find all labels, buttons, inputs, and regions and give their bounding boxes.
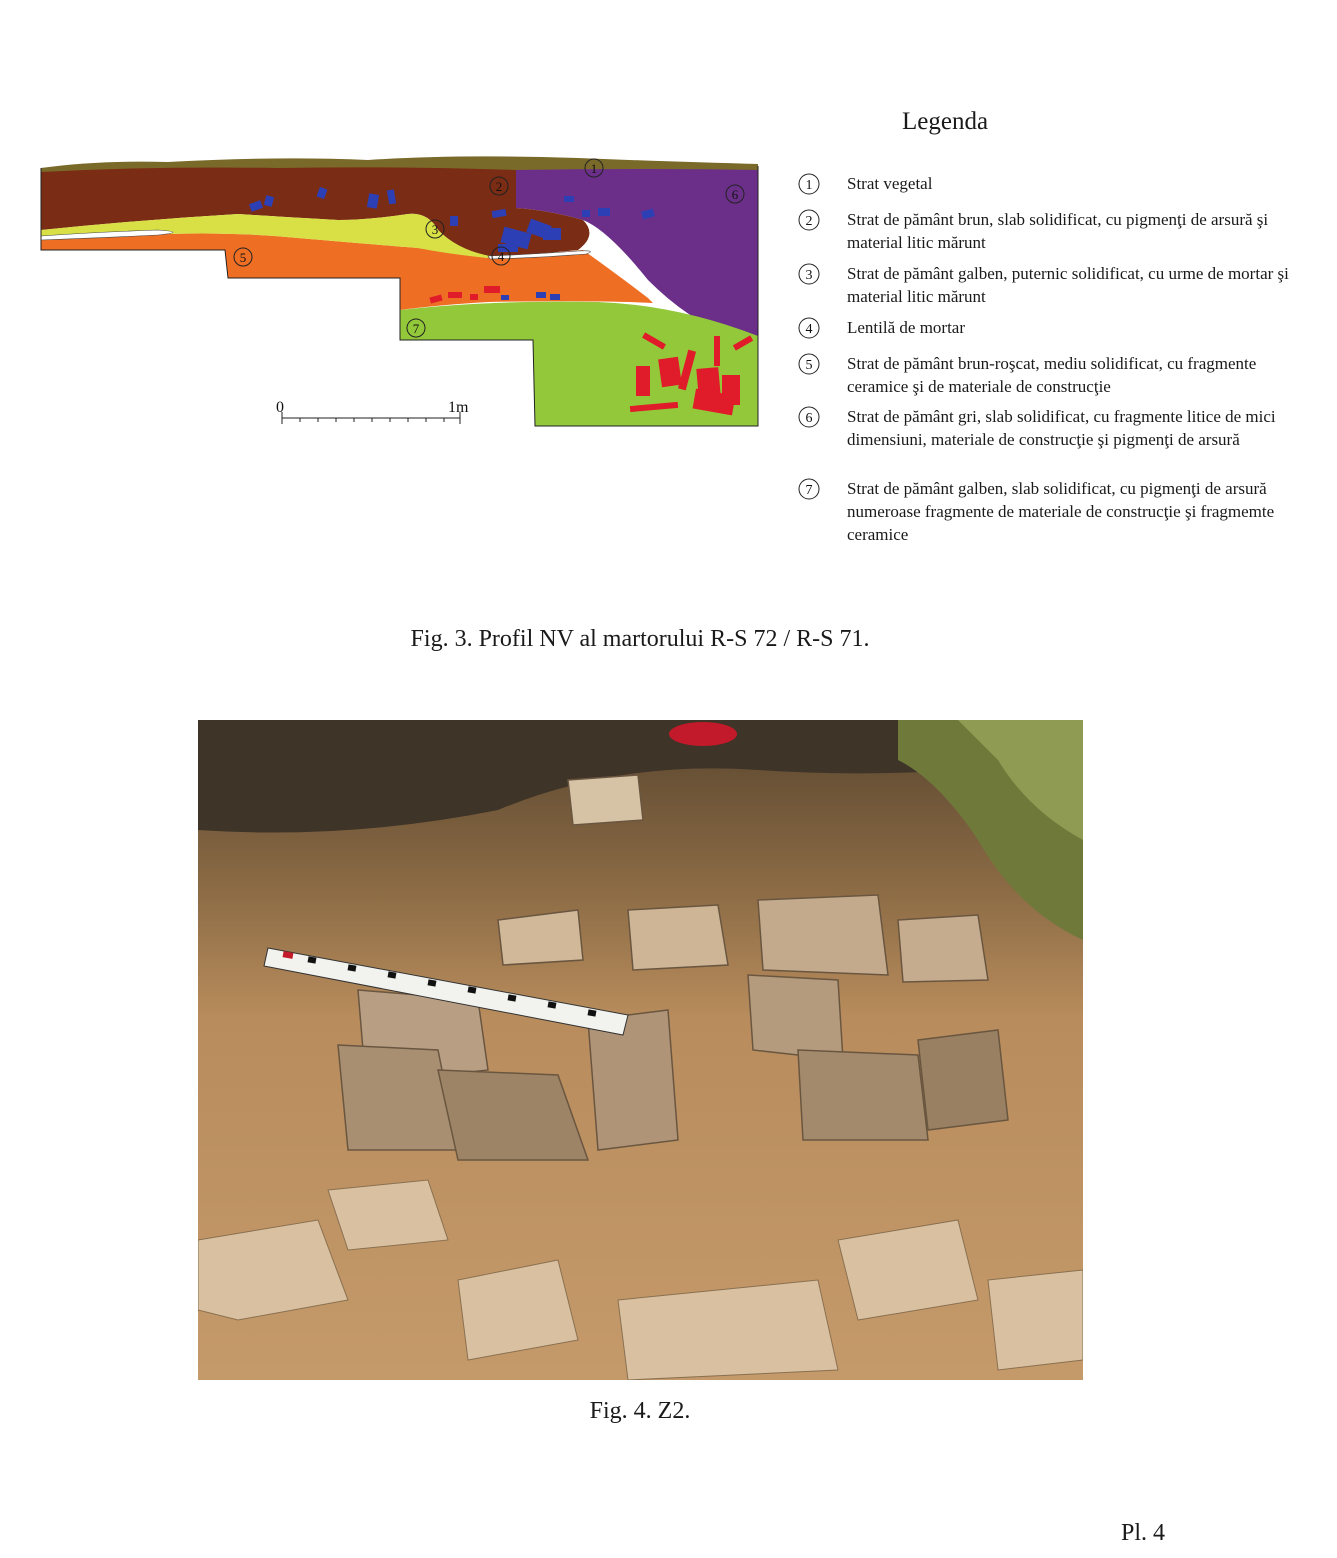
svg-text:1: 1 (590, 161, 598, 176)
legend-number-2 (797, 208, 821, 232)
legend-number-7 (797, 477, 821, 501)
legend-number-3 (797, 262, 821, 286)
legend-text-4: Lentilă de mortar (847, 318, 966, 337)
legend-text-7: Strat de pământ galben, slab solidificat, cu pigmenţi de arsură numeroase fragmente de materiale de construcţie şi fragmemte ceramice (847, 479, 1275, 544)
stratigraphic-profile-drawing (38, 150, 768, 440)
excavation-photo (198, 720, 1083, 1380)
scale-bar (282, 412, 460, 424)
svg-text:1: 1 (805, 178, 813, 193)
svg-text:4: 4 (497, 249, 505, 264)
svg-text:4: 4 (805, 322, 813, 337)
plate-number: Pl. 4 (1121, 1520, 1166, 1546)
legend-number-4 (797, 316, 821, 340)
scale-start-label: 0 (276, 399, 284, 416)
svg-text:7: 7 (805, 483, 813, 498)
scale-end-label: 1m (448, 399, 469, 416)
legend-title: Legenda (902, 108, 989, 135)
svg-text:5: 5 (239, 250, 247, 265)
legend-number-5 (797, 352, 821, 376)
figure-4-caption: Fig. 4. Z2. (589, 1398, 691, 1424)
svg-text:3: 3 (805, 268, 813, 283)
legend-text-6: Strat de pământ gri, slab solidificat, cu fragmente litice de mici dimensiuni, materiale de construcţie şi pigmenţi de arsură (847, 407, 1276, 449)
svg-text:5: 5 (805, 358, 813, 373)
legend-number-1 (797, 172, 821, 196)
legend-text-1: Strat vegetal (847, 174, 933, 193)
svg-text:6: 6 (731, 187, 739, 202)
legend-text-3: Strat de pământ galben, puternic solidificat, cu urme de mortar şi material litic mărunt (847, 264, 1289, 306)
svg-text:6: 6 (805, 411, 813, 426)
legend-number-6 (797, 405, 821, 429)
svg-text:2: 2 (805, 214, 813, 229)
red-cloth (669, 722, 737, 746)
figure-3-caption: Fig. 3. Profil NV al martorului R-S 72 / R-S 71. (410, 626, 870, 652)
svg-text:3: 3 (431, 222, 439, 237)
svg-text:7: 7 (412, 321, 420, 336)
legend-text-2: Strat de pământ brun, slab solidificat, cu pigmenţi de arsură şi material litic mărunt (847, 210, 1269, 252)
legend-text-5: Strat de pământ brun-roşcat, mediu solidificat, cu fragmente ceramice şi de materiale de construcţie (847, 354, 1257, 396)
svg-text:2: 2 (495, 179, 503, 194)
